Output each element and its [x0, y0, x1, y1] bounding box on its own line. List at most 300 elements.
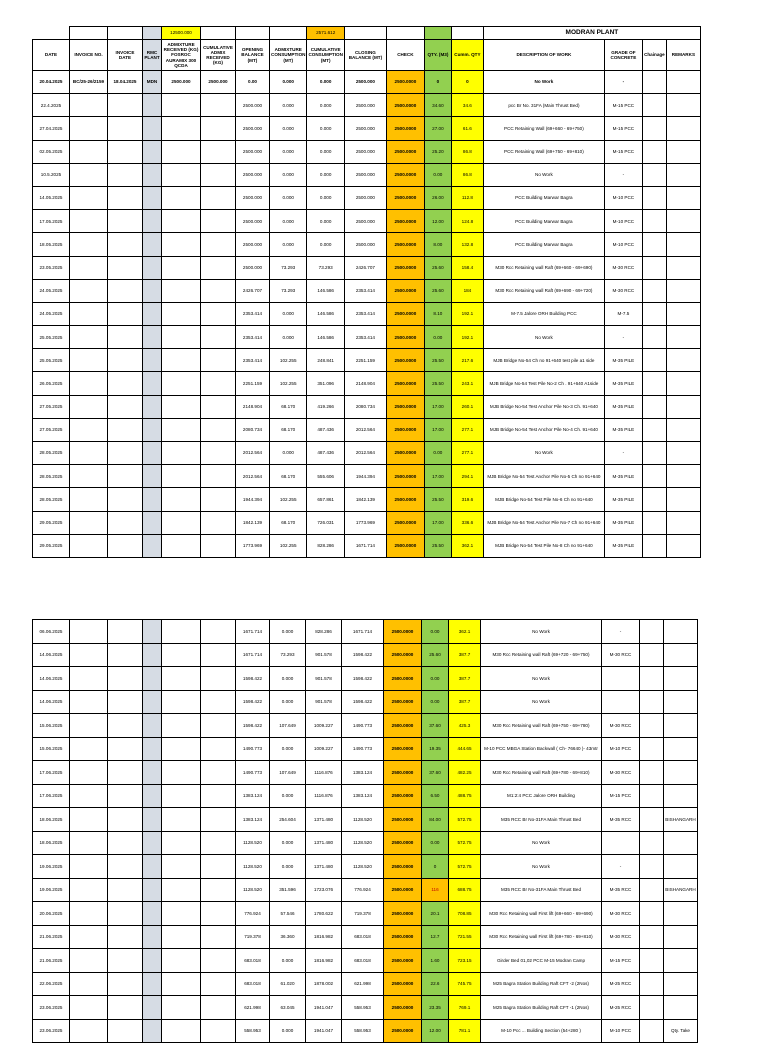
- cell-plant: [143, 256, 162, 279]
- empty-cell: [108, 667, 143, 691]
- cell-cum-cons: 0.000: [307, 163, 344, 186]
- cell-date: 23.06.2025: [33, 996, 70, 1020]
- cell-cum-recv: [201, 326, 236, 349]
- table-row: [33, 465, 701, 488]
- cell-remarks: [664, 925, 698, 949]
- cell-plant: [143, 372, 162, 395]
- cell-check: 2500.0000: [384, 996, 422, 1020]
- table-row: [33, 534, 701, 557]
- empty-cell: [201, 949, 236, 973]
- cell-chain: [642, 395, 666, 418]
- cell-check: 2500.0000: [386, 372, 424, 395]
- cell-cum-cons: 828.286: [306, 620, 342, 644]
- cell-close: 2500.000: [344, 233, 386, 256]
- cell-invoice: [70, 94, 108, 117]
- cell-check: 2500.0000: [386, 71, 424, 94]
- cell-cum-recv: [201, 210, 236, 233]
- cell-chain: [642, 302, 666, 325]
- cell-grade: M-7.5: [604, 302, 642, 325]
- cell-close: 2251.159: [344, 349, 386, 372]
- empty-cell: [108, 808, 143, 832]
- cell-close: 1490.773: [342, 714, 384, 738]
- cell-desc: M30 Rcc Retaining wall Raft (69+720 - 69+750): [481, 643, 602, 667]
- cell-cum-cons: 555.606: [307, 465, 344, 488]
- cell-check: 2500.0000: [384, 855, 422, 879]
- cell-remarks: [664, 831, 698, 855]
- empty-cell: [143, 902, 162, 926]
- empty-cell: [640, 902, 664, 926]
- cell-remarks: [666, 372, 700, 395]
- column-header-qty: QTY. (M3): [424, 40, 451, 71]
- cell-cum-recv: [201, 534, 236, 557]
- cell-cumm: 243.1: [451, 372, 483, 395]
- cell-close: 1128.520: [342, 855, 384, 879]
- cell-invoice: [70, 140, 108, 163]
- cell-remarks: [666, 395, 700, 418]
- cell-cumm: 294.1: [451, 465, 483, 488]
- cell-date: 27.05.2025: [33, 395, 70, 418]
- cell-chain: [642, 94, 666, 117]
- cell-close: 2353.414: [344, 326, 386, 349]
- table-row: [33, 442, 701, 465]
- empty-cell: [162, 784, 201, 808]
- cell-open: 2500.000: [236, 117, 270, 140]
- empty-cell: [70, 784, 108, 808]
- cell-cumm: 319.6: [451, 488, 483, 511]
- cell-open: 1598.422: [236, 714, 270, 738]
- cell-check: 2500.0000: [386, 94, 424, 117]
- cell-check: 2500.0000: [386, 534, 424, 557]
- cell-grade: M-30 RCC: [602, 761, 640, 785]
- cell-close: 1128.520: [342, 808, 384, 832]
- cell-remarks: [664, 737, 698, 761]
- cell-qty: 8.00: [424, 233, 451, 256]
- cell-cumm: 132.8: [451, 233, 483, 256]
- cell-grade: -: [602, 855, 640, 879]
- cell-check: 2500.0000: [384, 714, 422, 738]
- cell-recv: [162, 256, 201, 279]
- empty-cell: [143, 714, 162, 738]
- cell-desc: M30 Rcc Retaining wall First lift (69+660 - 69+690): [481, 902, 602, 926]
- cell-remarks: Qty. Take: [664, 1019, 698, 1043]
- cell-open: 2148.904: [236, 395, 270, 418]
- cell-date: 24.05.2025: [33, 302, 70, 325]
- cell-cum-cons: 0.000: [307, 94, 344, 117]
- table-row: [33, 714, 698, 738]
- empty-cell: [162, 996, 201, 1020]
- cell-chain: [642, 256, 666, 279]
- empty-cell: [108, 972, 143, 996]
- cell-date: 15.06.2025: [33, 714, 70, 738]
- empty-cell: [162, 667, 201, 691]
- cell-check: 2500.0000: [386, 279, 424, 302]
- empty-cell: [108, 878, 143, 902]
- empty-cell: [143, 690, 162, 714]
- table-row: [33, 94, 701, 117]
- cell-inv-date: [108, 140, 143, 163]
- empty-cell: [162, 714, 201, 738]
- cell-chain: [642, 163, 666, 186]
- cell-date: 24.05.2025: [33, 279, 70, 302]
- cell-remarks: [664, 949, 698, 973]
- cell-inv-date: [108, 186, 143, 209]
- cell-desc: M30 Rcc Retaining wall Raft (69+750 - 69+780): [481, 714, 602, 738]
- cell-open: 1128.520: [236, 855, 270, 879]
- cell-plant: [143, 302, 162, 325]
- cell-remarks: [666, 302, 700, 325]
- cell-cumm: 217.6: [451, 349, 483, 372]
- cell-desc: No Work: [481, 667, 602, 691]
- cell-cons: 61.020: [270, 972, 306, 996]
- cell-cons: 0.000: [270, 71, 307, 94]
- empty-cell: [201, 902, 236, 926]
- cell-chain: [642, 372, 666, 395]
- cell-desc: MJB Bridge No-54 Test Pile No-2 Ch . 91+640 A1side: [483, 372, 604, 395]
- cell-chain: [642, 117, 666, 140]
- cell-open: 2353.414: [236, 349, 270, 372]
- cell-chain: [642, 534, 666, 557]
- cell-remarks: [666, 418, 700, 441]
- cell-qty: 0: [424, 71, 451, 94]
- cell-cumm: 387.7: [449, 690, 481, 714]
- cell-chain: [642, 326, 666, 349]
- empty-cell: [70, 808, 108, 832]
- cell-close: 2080.734: [344, 395, 386, 418]
- cell-date: 29.05.2025: [33, 534, 70, 557]
- cell-close: 2500.000: [344, 94, 386, 117]
- table-row: [33, 186, 701, 209]
- cell-check: 2500.0000: [386, 210, 424, 233]
- cell-recv: [162, 488, 201, 511]
- cell-qty: 37.60: [422, 761, 449, 785]
- empty-cell: [162, 831, 201, 855]
- register-table-page-2: [32, 619, 698, 1043]
- cell-invoice: [70, 233, 108, 256]
- cell-cons: 0.000: [270, 442, 307, 465]
- cell-cons: 0.000: [270, 302, 307, 325]
- empty-cell: [143, 925, 162, 949]
- cell-cum-cons: 487.436: [307, 442, 344, 465]
- cell-cumm: 444.65: [449, 737, 481, 761]
- cell-qty: 0.00: [422, 667, 449, 691]
- cell-chain: [642, 465, 666, 488]
- empty-cell: [143, 878, 162, 902]
- cell-check: 2500.0000: [386, 256, 424, 279]
- cell-close: 1944.394: [344, 465, 386, 488]
- cell-open: 1671.714: [236, 620, 270, 644]
- column-header-grade: GRADE OF CONCRETE: [604, 40, 642, 71]
- cell-cum-recv: [201, 418, 236, 441]
- cell-cons: 73.293: [270, 256, 307, 279]
- cell-grade: -: [604, 326, 642, 349]
- cell-open: 1383.124: [236, 784, 270, 808]
- cell-cumm: 688.75: [449, 878, 481, 902]
- table-row: [33, 737, 698, 761]
- cell-cons: 102.255: [270, 534, 307, 557]
- cell-close: 1128.520: [342, 831, 384, 855]
- cell-desc: PCC Building Marwar Bagra: [483, 233, 604, 256]
- empty-cell: [70, 972, 108, 996]
- empty-cell: [143, 972, 162, 996]
- cell-check: 2500.0000: [386, 233, 424, 256]
- cell-inv-date: [108, 210, 143, 233]
- cell-cum-cons: 0.000: [307, 140, 344, 163]
- column-header-admix-consumption: ADMIXTURE CONSUMPTION (MT): [270, 40, 307, 71]
- cell-check: 2500.0000: [384, 1019, 422, 1043]
- cell-inv-date: [108, 488, 143, 511]
- cell-close: 1598.422: [342, 667, 384, 691]
- cell-invoice: [70, 326, 108, 349]
- cell-close: 2148.904: [344, 372, 386, 395]
- cell-qty: 25.60: [424, 256, 451, 279]
- cell-qty: 19.35: [422, 737, 449, 761]
- cell-remarks: [666, 256, 700, 279]
- cell-cum-recv: [201, 163, 236, 186]
- cell-check: 2500.0000: [386, 488, 424, 511]
- cell-date: 21.06.2025: [33, 925, 70, 949]
- cell-date: 27.05.2025: [33, 418, 70, 441]
- cell-chain: [642, 279, 666, 302]
- empty-cell: [70, 761, 108, 785]
- empty-cell: [640, 620, 664, 644]
- empty-cell: [640, 761, 664, 785]
- cell-inv-date: [108, 163, 143, 186]
- empty-cell: [70, 714, 108, 738]
- cell-qty: 25.60: [424, 279, 451, 302]
- cell-desc: PCC Retaining Wall (69+750 - 69+810): [483, 140, 604, 163]
- cell-remarks: [666, 465, 700, 488]
- cell-qty: 34.60: [424, 94, 451, 117]
- cell-open: 1383.124: [236, 808, 270, 832]
- cell-open: 1128.520: [236, 878, 270, 902]
- header-row: [33, 40, 701, 71]
- cell-cumm: 482.25: [449, 761, 481, 785]
- cell-cons: 0.000: [270, 186, 307, 209]
- table-row: [33, 831, 698, 855]
- cell-cum-cons: 901.578: [306, 643, 342, 667]
- cell-qty: 23.35: [422, 996, 449, 1020]
- cell-qty: 0.00: [424, 442, 451, 465]
- cell-invoice: [70, 488, 108, 511]
- table-row: [33, 418, 701, 441]
- cell-cons: 0.000: [270, 326, 307, 349]
- cell-cons: 36.360: [270, 925, 306, 949]
- cell-open: 776.924: [236, 902, 270, 926]
- empty-cell: [70, 855, 108, 879]
- cell-cons: 254.604: [270, 808, 306, 832]
- cell-cum-recv: [201, 372, 236, 395]
- cell-invoice: [70, 372, 108, 395]
- cell-cumm: 336.6: [451, 511, 483, 534]
- cell-plant: [143, 94, 162, 117]
- empty-cell: [201, 784, 236, 808]
- cell-qty: 0.00: [424, 326, 451, 349]
- cell-plant: [143, 117, 162, 140]
- column-header-cumulative-consumption: CUMULATIVE CONSUMPTION (MT): [307, 40, 344, 71]
- cell-cum-cons: 1371.480: [306, 808, 342, 832]
- empty-cell: [201, 690, 236, 714]
- empty-cell: [143, 831, 162, 855]
- cell-cum-cons: 146.586: [307, 326, 344, 349]
- cell-date: 25.05.2025: [33, 349, 70, 372]
- cell-cumm: 34.6: [451, 94, 483, 117]
- empty-cell: [162, 1019, 201, 1043]
- cell-grade: M-35 PILE: [604, 372, 642, 395]
- cell-date: 15.06.2025: [33, 737, 70, 761]
- cell-remarks: [666, 117, 700, 140]
- cell-qty: 25.20: [424, 140, 451, 163]
- cell-grade: M-15 PCC: [604, 94, 642, 117]
- empty-cell: [162, 808, 201, 832]
- cell-invoice: [70, 465, 108, 488]
- empty-cell: [108, 831, 143, 855]
- empty-cell: [640, 996, 664, 1020]
- cell-desc: No Work: [481, 620, 602, 644]
- cell-cons: 57.546: [270, 902, 306, 926]
- cell-date: 14.05.2025: [33, 186, 70, 209]
- cell-remarks: [664, 690, 698, 714]
- cell-open: 2500.000: [236, 256, 270, 279]
- cell-grade: [602, 831, 640, 855]
- cell-close: 2012.564: [344, 418, 386, 441]
- cell-open: 2353.414: [236, 326, 270, 349]
- cell-cons: 0.000: [270, 784, 306, 808]
- cell-inv-date: [108, 465, 143, 488]
- cell-cons: 107.649: [270, 761, 306, 785]
- cell-remarks: [666, 94, 700, 117]
- cell-cum-cons: 0.000: [307, 71, 344, 94]
- empty-cell: [201, 1019, 236, 1043]
- empty-cell: [70, 690, 108, 714]
- cell-recv: [162, 94, 201, 117]
- cell-cons: 0.000: [270, 855, 306, 879]
- empty-cell: [108, 949, 143, 973]
- cell-close: 558.953: [342, 1019, 384, 1043]
- cell-cum-cons: 1878.002: [306, 972, 342, 996]
- cell-desc: M30 Rcc Retaining wall Raft (69+660 - 69+690): [483, 256, 604, 279]
- cell-grade: M-30 RCC: [604, 256, 642, 279]
- cell-qty: 17.00: [424, 395, 451, 418]
- cell-check: 2500.0000: [384, 643, 422, 667]
- cell-cum-recv: [201, 117, 236, 140]
- cell-cons: 0.000: [270, 140, 307, 163]
- cell-grade: M-35 PILE: [604, 349, 642, 372]
- cell-recv: [162, 465, 201, 488]
- empty-cell: [640, 714, 664, 738]
- cell-desc: M25 Bagra Station Building Raft CFT -1 (2Nos): [481, 996, 602, 1020]
- cell-cum-cons: 0.000: [307, 233, 344, 256]
- cell-grade: M-35 PILE: [604, 465, 642, 488]
- table-row: [33, 855, 698, 879]
- empty-cell: [70, 925, 108, 949]
- cell-recv: [162, 442, 201, 465]
- cell-date: 14.06.2025: [33, 690, 70, 714]
- cell-check: 2500.0000: [384, 690, 422, 714]
- cell-close: 1598.422: [342, 643, 384, 667]
- cell-grade: M-30 RCC: [602, 925, 640, 949]
- empty-cell: [143, 855, 162, 879]
- empty-cell: [201, 620, 236, 644]
- table-row: [33, 279, 701, 302]
- cell-date: 02.05.2025: [33, 140, 70, 163]
- table-row: [33, 326, 701, 349]
- cell-cum-cons: 1941.047: [306, 1019, 342, 1043]
- cell-date: 19.06.2025: [33, 878, 70, 902]
- cell-recv: [162, 140, 201, 163]
- cell-qty: 12.00: [422, 1019, 449, 1043]
- cell-inv-date: [108, 233, 143, 256]
- empty-cell: [201, 643, 236, 667]
- cell-remarks: [664, 972, 698, 996]
- cell-plant: [143, 140, 162, 163]
- cell-close: 2500.000: [344, 117, 386, 140]
- plant-title: MODRAN PLANT: [483, 27, 700, 40]
- cell-qty: 6.50: [422, 784, 449, 808]
- cell-inv-date: 18.04.2025: [108, 71, 143, 94]
- cell-qty: 12.7: [422, 925, 449, 949]
- empty-cell: [108, 902, 143, 926]
- cell-grade: M-30 RCC: [604, 279, 642, 302]
- table-row: [33, 488, 701, 511]
- cell-cum-cons: 1816.982: [306, 949, 342, 973]
- empty-cell: [162, 972, 201, 996]
- cell-plant: [143, 279, 162, 302]
- cell-desc: M35 RCC Br No-31FA Main Thrust Bed: [481, 878, 602, 902]
- table-row: [33, 643, 698, 667]
- cell-desc: PCC Building Marwar Bagra: [483, 210, 604, 233]
- cell-grade: M-25 RCC: [602, 972, 640, 996]
- cell-close: 1842.139: [344, 488, 386, 511]
- table-row: [33, 511, 701, 534]
- empty-cell: [162, 925, 201, 949]
- cell-cons: 0.000: [270, 831, 306, 855]
- cell-cumm: 184: [451, 279, 483, 302]
- cell-invoice: [70, 117, 108, 140]
- cell-check: 2500.0000: [384, 737, 422, 761]
- cell-grade: M-15 PCC: [602, 949, 640, 973]
- empty-cell: [70, 949, 108, 973]
- cell-cons: 351.596: [270, 878, 306, 902]
- cell-remarks: [666, 140, 700, 163]
- cell-cons: 68.170: [270, 465, 307, 488]
- cell-cum-cons: 828.286: [307, 534, 344, 557]
- cell-cum-cons: 0.000: [307, 210, 344, 233]
- empty-cell: [201, 761, 236, 785]
- cell-open: 1598.422: [236, 690, 270, 714]
- cell-open: 2500.000: [236, 233, 270, 256]
- cell-cum-recv: [201, 511, 236, 534]
- table-row: [33, 690, 698, 714]
- summary-row: [33, 27, 701, 40]
- cell-close: 2500.000: [344, 71, 386, 94]
- cell-cum-cons: 1009.227: [306, 737, 342, 761]
- cell-cum-cons: 1816.982: [306, 925, 342, 949]
- cell-recv: 2500.000: [162, 71, 201, 94]
- cell-qty: 1.60: [422, 949, 449, 973]
- cell-cons: 0.000: [270, 949, 306, 973]
- cell-invoice: [70, 163, 108, 186]
- cell-cumm: 277.1: [451, 442, 483, 465]
- column-header-remarks: REMARKS: [666, 40, 700, 71]
- cell-plant: MDN: [143, 71, 162, 94]
- empty-cell: [70, 1019, 108, 1043]
- table-row: [33, 949, 698, 973]
- table-row: [33, 808, 698, 832]
- cell-plant: [143, 326, 162, 349]
- cell-invoice: [70, 534, 108, 557]
- cell-cons: 0.000: [270, 117, 307, 140]
- cell-close: 719.378: [342, 902, 384, 926]
